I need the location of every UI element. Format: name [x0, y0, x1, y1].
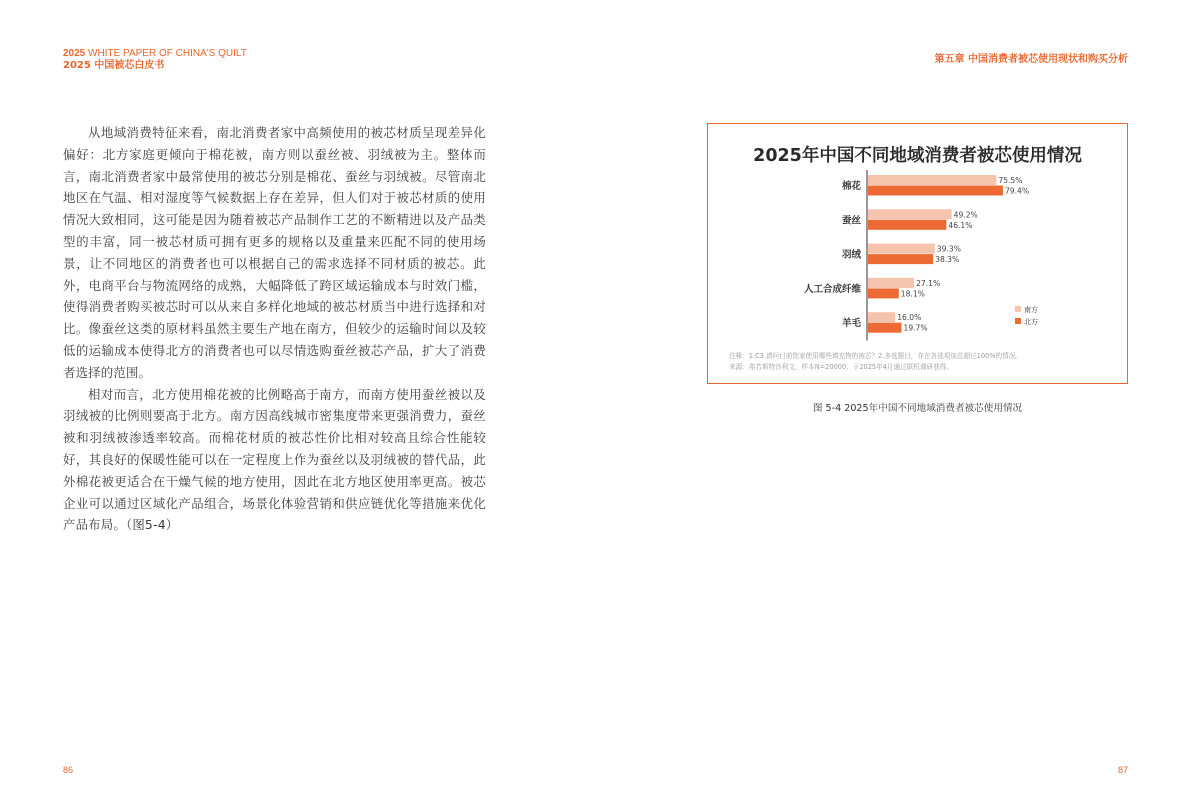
chart-source: 来源：弗若斯特沙利文，样本N=20000，于2025年4月通过联机调研获得。: [729, 363, 953, 371]
paragraph-1: 从地域消费特征来看，南北消费者家中高频使用的被芯材质呈现差异化偏好：北方家庭更倾向于棉花被，南方则以蚕丝被、羽绒被为主。整体而言，南北消费者家中最常使用的被芯分别是棉花、蚕丝与羽绒被。尽管南北地区在气温、相对湿度等气候数据上存在差异，但人们对于被芯材质的使用情况大致相同，这可能是因为随着被芯产品制作工艺的不断精进以及产品类型的丰富，同一被芯材质可拥有更多的规格以及重量来匹配不同的使用场景，让不同地区的消费者也可以根据自己的需求选择不同材质的被芯。此外，电商平台与物流网络的成熟，大幅降低了跨区域运输成本与时效门槛，使得消费者购买被芯时可以从来自多样化地域的被芯材质当中进行选择和对比。像蚕丝这类的原材料虽然主要生产地在南方，但较少的运输时间以及较低的运输成本使得北方的消费者也可以尽情选购蚕丝被芯产品，扩大了消费者选择的范围。: [63, 125, 486, 380]
data-label: 27.1%: [916, 278, 941, 288]
figure-caption: 图 5-4 2025年中国不同地域消费者被芯使用情况: [812, 403, 1023, 414]
bar-north: [868, 323, 901, 333]
category-label: 蚕丝: [841, 215, 861, 227]
data-label: 39.3%: [936, 244, 961, 254]
chart-notes: [729, 351, 1022, 373]
header-chinese-title: 2025 中国被芯白皮书: [63, 60, 165, 71]
data-label: 79.4%: [1004, 186, 1030, 196]
bar-south: [868, 244, 935, 254]
header-english-title: 2025 WHITE PAPER OF CHINA'S QUILT: [63, 48, 247, 59]
bar-south: [868, 278, 914, 288]
bar-chart: [708, 124, 1128, 382]
header-left: [63, 48, 247, 72]
legend-swatch-south: [1015, 306, 1021, 312]
page-number-right: 87: [1117, 765, 1128, 775]
data-label: 19.7%: [903, 323, 928, 333]
data-label: 38.3%: [935, 255, 960, 265]
legend-label-south: 南方: [1024, 306, 1038, 314]
data-label: 75.5%: [998, 176, 1023, 185]
category-label: 棉花: [841, 181, 861, 192]
data-label: 18.1%: [900, 289, 925, 299]
legend-label-north: 北方: [1024, 318, 1038, 326]
page-number-left: 86: [63, 765, 74, 775]
paragraph-2: 相对而言，北方使用棉花被的比例略高于南方，而南方使用蚕丝被以及羽绒被的比例则要高于北方。南方因高线城市密集度带来更强消费力，蚕丝被和羽绒被渗透率较高。而棉花材质的被芯性价比相对较高且综合性能较好，其良好的保暖性能可以在一定程度上作为蚕丝以及羽绒被的替代品，此外棉花被更适合在干燥气候的地方使用，因此在北方地区使用率更高。被芯企业可以通过区域化产品组合，场景化体验营销和供应链优化等措施来优化产品布局。（图5-4）: [63, 386, 486, 533]
legend-swatch-north: [1015, 318, 1021, 324]
body-text: [63, 122, 486, 536]
bar-south: [868, 175, 996, 185]
bar-north: [868, 220, 946, 230]
chart-title: 2025年中国不同地域消费者被芯使用情况: [753, 146, 1082, 166]
chart-frame: [707, 123, 1128, 384]
bar-south: [868, 209, 952, 219]
data-label: 46.1%: [948, 220, 973, 230]
category-label: 人工合成纤维: [803, 283, 861, 295]
data-label: 16.0%: [897, 313, 922, 323]
bar-north: [868, 186, 1003, 196]
category-label: 羊毛: [841, 318, 861, 330]
bar-north: [868, 288, 899, 298]
bar-south: [868, 312, 895, 322]
data-label: 49.2%: [953, 210, 978, 220]
chapter-title: 第五章 中国消费者被芯使用现状和购买分析: [934, 54, 1128, 65]
bar-north: [868, 254, 933, 264]
chart-note: 注释：1.C3.请问目前您家使用哪些填充物的被芯？2.多选题目，存在各选项加总超过100%的情况。: [729, 352, 1022, 360]
category-label: 羽绒: [841, 249, 861, 261]
